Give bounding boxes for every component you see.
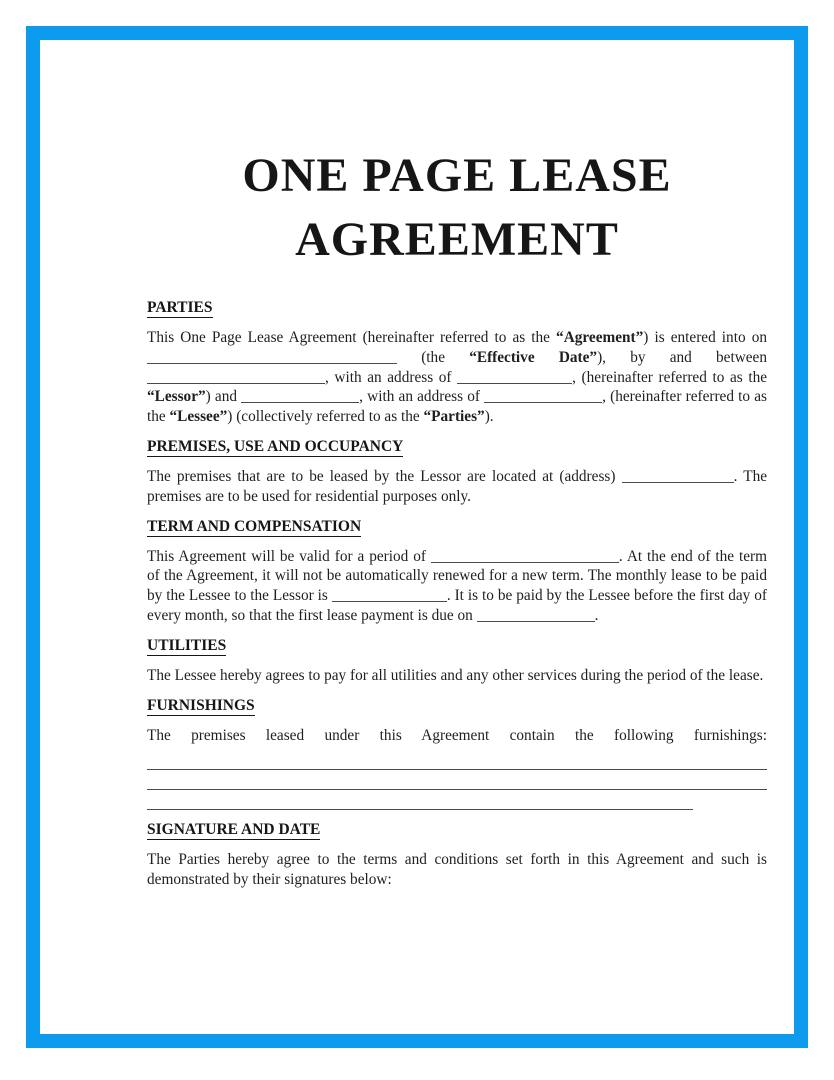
paragraph-text: The premises leased under this Agreement contain the following furnishings: xyxy=(147,726,767,744)
section-parties xyxy=(147,298,767,427)
fill-in-blank xyxy=(147,350,397,364)
section-heading-text: TERM AND COMPENSATION xyxy=(147,517,362,535)
fill-in-blank xyxy=(484,389,602,403)
paragraph-text: The premises that are to be leased by the Lessor are located at (address) xyxy=(147,467,622,485)
write-in-line xyxy=(147,770,767,790)
section-paragraph xyxy=(147,467,767,507)
section-heading-text: FURNISHINGS xyxy=(147,696,255,714)
paragraph-text: , with an address of xyxy=(325,368,458,386)
defined-term: “Agreement” xyxy=(556,329,644,346)
section-heading-text: PARTIES xyxy=(147,299,213,316)
paragraph-text: . xyxy=(594,606,599,624)
fill-in-blank xyxy=(147,370,325,384)
page-border-frame xyxy=(26,26,808,1048)
fill-in-blank xyxy=(332,588,447,602)
section-premises xyxy=(147,437,767,507)
page-content xyxy=(80,80,834,1080)
section-paragraph xyxy=(147,328,767,427)
paragraph-text: This Agreement will be valid for a period of xyxy=(147,547,431,565)
document-sections xyxy=(147,298,767,889)
section-paragraph xyxy=(147,547,767,626)
paragraph-text: . The premises are to be used for residential purposes only. xyxy=(147,467,768,505)
fill-in-blank xyxy=(457,370,572,384)
fill-in-blank xyxy=(431,549,619,563)
section-furnishings xyxy=(147,696,767,810)
section-heading-furnishings xyxy=(147,696,767,715)
paragraph-text: , (hereinafter referred to as the xyxy=(572,368,768,386)
document-title: ONE PAGE LEASE AGREEMENT xyxy=(242,149,672,266)
defined-term: “Parties” xyxy=(423,408,485,426)
section-heading-text: UTILITIES xyxy=(147,636,227,654)
section-signature xyxy=(147,820,767,890)
defined-term: “Lessor” xyxy=(147,388,206,406)
fill-in-blank xyxy=(477,608,595,622)
write-in-line xyxy=(147,750,767,770)
defined-term: “Lessee” xyxy=(169,408,228,426)
section-utilities xyxy=(147,636,767,686)
paragraph-text: . At the end of the term of the Agreement, it will not be automatically renewed for a new term. The monthly lease to be paid by the Lessee to the Lessor is xyxy=(147,547,767,605)
section-heading-parties xyxy=(147,298,767,317)
defined-term: “Effective Date” xyxy=(469,348,598,366)
paragraph-text: ) is entered into on xyxy=(643,329,767,346)
paragraph-text: ) (collectively referred to as the xyxy=(227,408,424,426)
paragraph-text: ), by and between xyxy=(597,348,767,366)
paragraph-text: . It is to be paid by the Lessee before the first day of every month, so that the first lease payment is due on xyxy=(147,587,767,624)
section-heading-premises xyxy=(147,437,767,456)
section-heading-text: PREMISES, USE AND OCCUPANCY xyxy=(147,437,404,455)
section-paragraph xyxy=(147,850,767,890)
paragraph-text: , with an address of xyxy=(359,388,485,406)
fill-in-blank xyxy=(622,469,734,483)
section-term xyxy=(147,517,767,626)
paragraph-text: The Lessee hereby agrees to pay for all utilities and any other services during the period of the lease. xyxy=(147,666,764,684)
section-heading-term xyxy=(147,517,767,536)
section-heading-utilities xyxy=(147,636,767,655)
paragraph-text: ) and xyxy=(205,388,242,406)
section-heading-text: SIGNATURE AND DATE xyxy=(147,820,321,838)
write-in-line xyxy=(147,790,693,810)
paragraph-text: ). xyxy=(484,408,494,426)
paragraph-text: This One Page Lease Agreement (hereinafter referred to as the xyxy=(147,329,557,346)
section-heading-signature xyxy=(147,820,767,839)
section-paragraph xyxy=(147,726,767,746)
paragraph-text: (the xyxy=(397,348,470,366)
paragraph-text: The Parties hereby agree to the terms and conditions set forth in this Agreement and such is demonstrated by their signatures below: xyxy=(147,850,767,888)
section-paragraph xyxy=(147,666,767,686)
paragraph-text: , (hereinafter referred to as the xyxy=(147,388,767,426)
fill-in-blank xyxy=(241,389,359,403)
